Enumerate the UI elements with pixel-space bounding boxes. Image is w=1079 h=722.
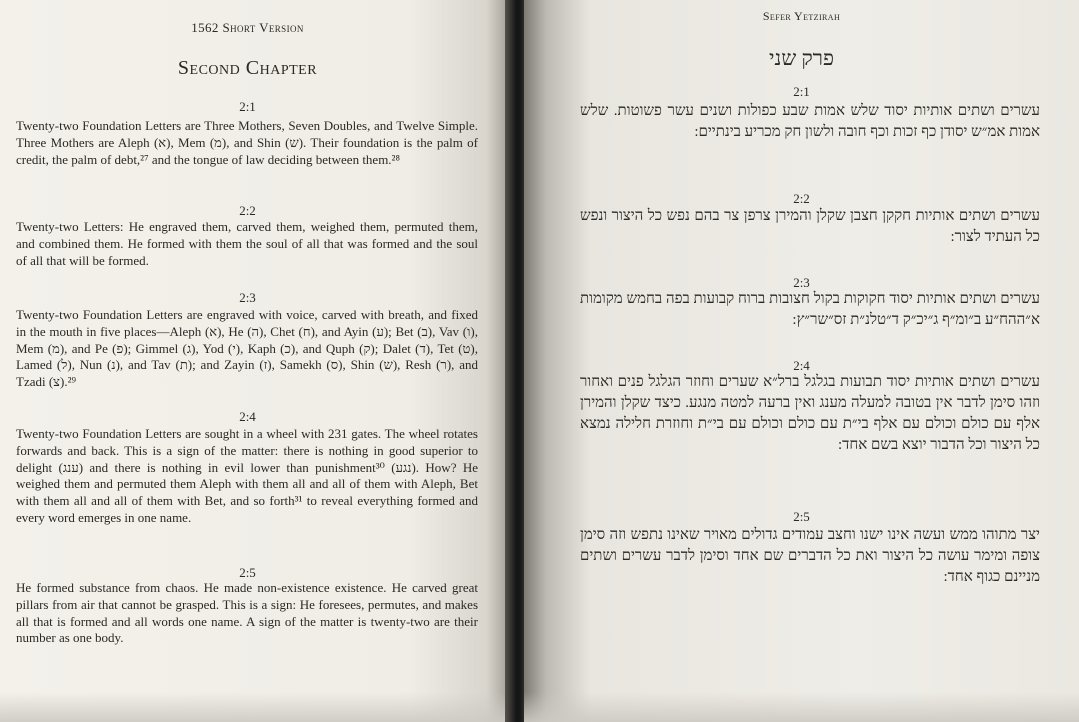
verse-number: 2:2 [793,191,810,206]
running-head-left: 1562 Short Version [191,20,304,35]
verse-number: 2:5 [239,565,256,580]
verse-number: 2:4 [793,358,810,373]
verse-number: 2:1 [793,84,810,99]
hebrew-verse-text: עשרים ושתים אותיות יסוד חקוקות בקול חצובות ברוח קבועות בפה בחמש מקומות א״ההח״ע ב״ומ״ף ג״יכ״ק ד״טלנ״ת זס״שר״ץ: [580,291,1040,328]
verse-number: 2:1 [239,99,256,114]
hebrew-verse-text: עשרים ושתים אותיות יסוד תבועות בגלגל ברל״א שערים וחוזר הגלגל פנים ואחור וזהו סימן לדבר אין בטובה למעלה מענג ואין ברעה למטה מנגע. כיצד שקלן והמירן אלף עם כולם וכולם עם אלף בי״ת עם כולם וכולם עם בי״ת וחוזרת חלילה נמצא כל היצור וכל הדבור יוצא בשם אחד: [580,374,1040,453]
running-head-right: Sefer Yetzirah [762,9,841,23]
verse-number: 2:3 [793,275,810,290]
chapter-title: Second Chapter [177,57,318,79]
verse-text: Twenty-two Letters: He engraved them, carved them, weighed them, permuted them, and combined them. He formed with them the soul of all that was formed and the soul of all that will be formed. [16,219,478,268]
verse-text: Twenty-two Foundation Letters are Three Mothers, Seven Doubles, and Twelve Simple. Three Mothers are Aleph (א), Mem (מ), and Shin (ש). Their foundation is the palm of credit, the palm of debt,²⁷ and the tongue of law deciding between them.²⁸ [16,118,478,167]
verse-text: Twenty-two Foundation Letters are engraved with voice, carved with breath, and fixed in the mouth in five places—Aleph (א), He (ה), Chet (ח), and Ayin (ע); Bet (ב), Vav (ו), Mem (מ), and Pe (פ); Gimmel (ג), Yod (י), Kaph (כ), and Quph (ק); Dalet (ד), Tet (ט), Lamed (ל), Nun (נ), and Tav (ת); and Zayin (ז), Samekh (ס), Shin (ש), Resh (ר), and Tzadi (צ).²⁹ [16,307,479,390]
verse-text: Twenty-two Foundation Letters are sought in a wheel with 231 gates. The wheel rotates forwards and back. This is a sign of the matter: there is nothing in good superior to delight (ענג) and there is nothing in evil lower than punishment³⁰ (נגע). How? He weighed them and permuted them Aleph with them all and all of them with Aleph, Bet with them all and all of them with Bet, and so forth³¹ to reveal everything formed and every word emerges in one name. [16,426,478,525]
page-shadow [524,692,1079,722]
hebrew-chapter-title: פרק שני [768,46,834,70]
left-page [0,0,512,722]
page-shadow [0,692,512,722]
verse-number: 2:3 [239,290,256,305]
hebrew-verse-text: עשרים ושתים אותיות יסוד שלש אמות שבע כפולות ושנים עשר פשוטות. שלש אמות אמ״ש יסודן כף זכות וכף חובה ולשון חק מכריע בינתיים: [580,103,1040,140]
verse-text: He formed substance from chaos. He made non-existence existence. He carved great pillars from air that cannot be grasped. This is a sign: He foresees, permutes, and makes all that is formed and all words one name. A sign of the matter is twenty-two are their number as one body. [16,580,478,646]
verse-number: 2:5 [793,509,810,524]
hebrew-verse-text: עשרים ושתים אותיות חקקן חצבן שקלן והמירן צרפן צר בהם נפש כל היצור ונפש כל העתיד לצור: [580,208,1040,245]
right-page [524,0,1079,722]
verse-number: 2:2 [239,203,256,218]
verse-number: 2:4 [239,409,256,424]
hebrew-verse-text: יצר מתוהו ממש ועשה אינו ישנו וחצב עמודים גדולים מאויר שאינו נתפש וזה סימן צופה ומימר עושה כל היצור ואת כל הדברים שם אחד וסימן לדבר עשרים ושתים מניינם כגוף אחד: [580,527,1040,585]
